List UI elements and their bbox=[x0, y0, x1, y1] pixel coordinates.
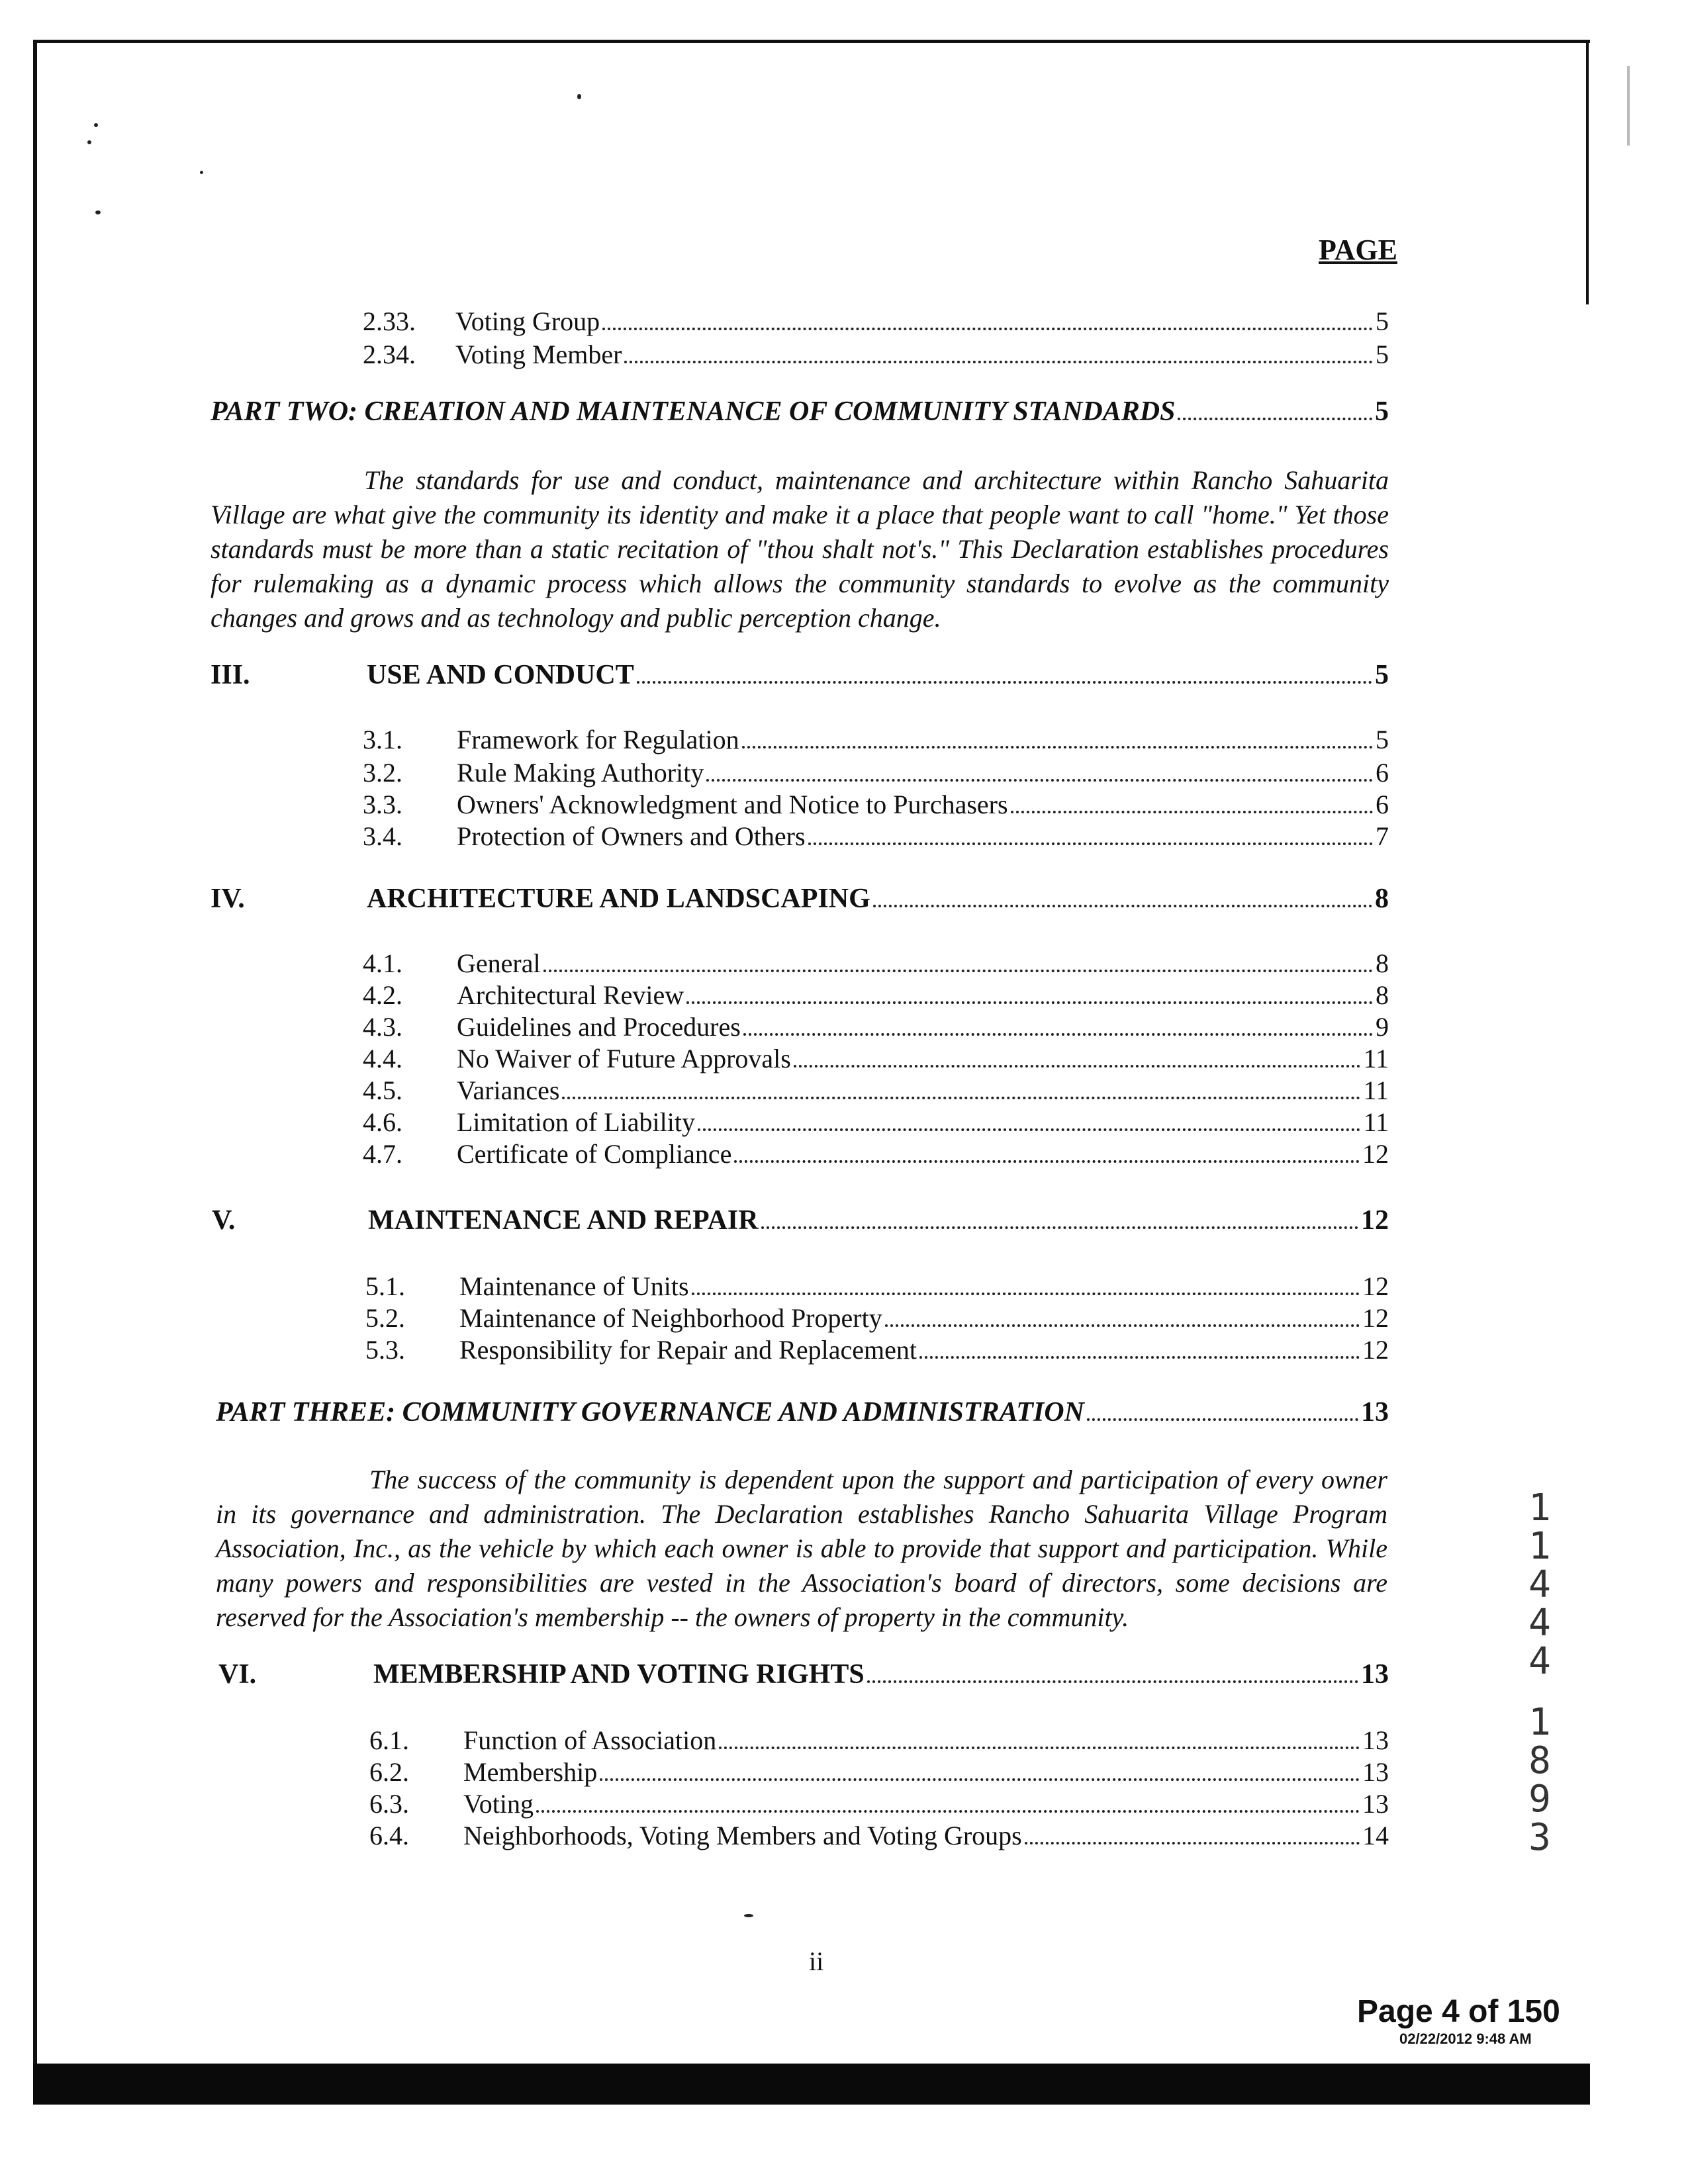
toc-entry[interactable] bbox=[369, 1820, 1389, 1851]
dot-leader bbox=[692, 1293, 1360, 1295]
dot-leader bbox=[867, 1680, 1358, 1683]
recording-gap bbox=[1520, 1681, 1560, 1704]
section-numeral: IV. bbox=[211, 884, 245, 914]
toc-entry-label: Function of Association bbox=[463, 1725, 717, 1755]
toc-entry-label: Voting bbox=[463, 1789, 534, 1819]
dot-leader bbox=[743, 1033, 1373, 1036]
toc-entry-page: 5 bbox=[1376, 306, 1389, 336]
dot-leader bbox=[686, 1001, 1373, 1004]
dot-leader bbox=[885, 1324, 1360, 1327]
toc-entry-label: Voting Member bbox=[455, 340, 622, 369]
recording-digit: 4 bbox=[1528, 1640, 1551, 1683]
toc-entry-page: 13 bbox=[1362, 1757, 1389, 1787]
toc-entry-label: Membership bbox=[463, 1757, 598, 1787]
dot-leader bbox=[698, 1128, 1361, 1131]
recording-digit: 3 bbox=[1528, 1816, 1551, 1859]
page-column-heading: PAGE bbox=[1319, 234, 1397, 266]
toc-entry-number: 4.5. bbox=[363, 1075, 402, 1105]
toc-entry[interactable] bbox=[363, 339, 1389, 370]
toc-entry-page: 6 bbox=[1376, 790, 1389, 819]
toc-entry-label: Rule Making Authority bbox=[457, 758, 704, 788]
toc-entry-page: 7 bbox=[1376, 821, 1389, 851]
toc-entry-number: 3.2. bbox=[363, 758, 402, 788]
dot-leader bbox=[562, 1097, 1360, 1099]
toc-entry[interactable] bbox=[369, 1788, 1389, 1819]
toc-entry-page: 12 bbox=[1362, 1271, 1389, 1301]
toc-entry-number: 6.2. bbox=[369, 1757, 409, 1787]
section-page: 12 bbox=[1361, 1205, 1389, 1236]
toc-entry-number: 4.7. bbox=[363, 1139, 402, 1169]
dot-leader bbox=[624, 361, 1373, 363]
toc-entry[interactable] bbox=[365, 1271, 1389, 1302]
toc-section-v[interactable] bbox=[212, 1205, 1389, 1239]
recording-digit: 1 bbox=[1528, 1701, 1551, 1744]
toc-entry-number: 2.34. bbox=[363, 340, 416, 369]
toc-entry-number: 6.1. bbox=[369, 1725, 409, 1755]
dot-leader bbox=[919, 1356, 1360, 1359]
toc-entry-number: 4.3. bbox=[363, 1012, 402, 1042]
toc-entry[interactable] bbox=[363, 821, 1389, 852]
toc-entry-page: 9 bbox=[1376, 1012, 1389, 1042]
dot-leader bbox=[873, 905, 1372, 907]
page-folio: ii bbox=[809, 1946, 824, 1976]
dot-leader bbox=[637, 681, 1372, 684]
dot-leader bbox=[1087, 1418, 1358, 1421]
toc-entry-page: 5 bbox=[1376, 340, 1389, 369]
dot-leader bbox=[1178, 418, 1372, 420]
toc-entry-label: Voting Group bbox=[455, 306, 600, 336]
section-page: 13 bbox=[1361, 1659, 1389, 1690]
toc-entry-number: 6.4. bbox=[369, 1821, 409, 1850]
toc-part-two[interactable] bbox=[211, 396, 1389, 428]
toc-entry-number: 5.3. bbox=[365, 1335, 405, 1365]
scan-speck bbox=[1627, 66, 1630, 146]
toc-entry[interactable] bbox=[363, 757, 1389, 788]
toc-entry-number: 2.33. bbox=[363, 306, 416, 336]
dot-leader bbox=[706, 779, 1373, 782]
section-numeral: VI. bbox=[218, 1659, 257, 1690]
page-count-stamp: Page 4 of 150 bbox=[1357, 1994, 1560, 2029]
recording-digit: 9 bbox=[1528, 1778, 1551, 1821]
section-numeral: V. bbox=[212, 1205, 236, 1236]
dot-leader bbox=[719, 1747, 1360, 1749]
toc-entry[interactable] bbox=[363, 948, 1389, 979]
dot-leader bbox=[734, 1160, 1360, 1163]
toc-entry[interactable] bbox=[363, 1107, 1389, 1138]
recording-digit: 1 bbox=[1528, 1486, 1551, 1529]
scan-speck bbox=[94, 123, 98, 127]
toc-entry-label: Owners' Acknowledgment and Notice to Purchasers bbox=[457, 790, 1008, 819]
toc-entry-label: Neighborhoods, Voting Members and Voting Groups bbox=[463, 1821, 1022, 1850]
toc-entry-page: 8 bbox=[1376, 948, 1389, 978]
section-title: MAINTENANCE AND REPAIR bbox=[368, 1205, 759, 1236]
toc-entry-page: 6 bbox=[1376, 758, 1389, 788]
scan-border-right bbox=[1586, 40, 1589, 304]
toc-section-vi[interactable] bbox=[218, 1659, 1389, 1693]
toc-entry[interactable] bbox=[369, 1725, 1389, 1756]
recording-digit: 8 bbox=[1528, 1739, 1551, 1782]
dot-leader bbox=[536, 1810, 1360, 1813]
part-title: PART TWO: CREATION AND MAINTENANCE OF COMMUNITY STANDARDS bbox=[211, 396, 1176, 427]
dot-leader bbox=[761, 1226, 1358, 1229]
toc-entry-page: 8 bbox=[1376, 980, 1389, 1010]
recording-number bbox=[1520, 1486, 1560, 1859]
toc-entry-number: 5.1. bbox=[365, 1271, 405, 1301]
toc-part-three[interactable] bbox=[216, 1396, 1389, 1428]
toc-entry[interactable] bbox=[363, 1138, 1389, 1169]
scan-speck bbox=[577, 94, 581, 99]
toc-entry-label: Architectural Review bbox=[457, 980, 684, 1010]
toc-entry-page: 12 bbox=[1362, 1335, 1389, 1365]
scan-speck bbox=[200, 171, 203, 174]
dot-leader bbox=[543, 970, 1373, 972]
toc-entry-label: Certificate of Compliance bbox=[457, 1139, 732, 1169]
toc-entry-label: Framework for Regulation bbox=[457, 725, 739, 754]
toc-entry-number: 3.1. bbox=[363, 725, 402, 754]
section-title: ARCHITECTURE AND LANDSCAPING bbox=[367, 884, 870, 914]
toc-entry[interactable] bbox=[363, 724, 1389, 755]
toc-entry-number: 4.2. bbox=[363, 980, 402, 1010]
scan-speck bbox=[744, 1914, 753, 1917]
section-page: 5 bbox=[1375, 660, 1389, 690]
toc-entry[interactable] bbox=[365, 1334, 1389, 1365]
recording-digit: 4 bbox=[1528, 1563, 1551, 1606]
toc-entry-number: 4.1. bbox=[363, 948, 402, 978]
toc-entry-page: 12 bbox=[1362, 1303, 1389, 1333]
toc-entry-label: Maintenance of Units bbox=[459, 1271, 689, 1301]
toc-entry-number: 5.2. bbox=[365, 1303, 405, 1333]
toc-entry-label: Protection of Owners and Others bbox=[457, 821, 806, 851]
toc-entry-page: 11 bbox=[1363, 1044, 1389, 1073]
section-numeral: III. bbox=[211, 660, 250, 690]
toc-entry-page: 5 bbox=[1376, 725, 1389, 754]
recording-digit: 4 bbox=[1528, 1602, 1551, 1645]
toc-entry[interactable] bbox=[363, 1075, 1389, 1106]
part-page: 13 bbox=[1361, 1397, 1389, 1428]
toc-entry-page: 13 bbox=[1362, 1789, 1389, 1819]
scan-speck bbox=[87, 140, 91, 144]
toc-entry-label: Limitation of Liability bbox=[457, 1107, 695, 1137]
toc-entry-number: 3.4. bbox=[363, 821, 402, 851]
dot-leader bbox=[808, 842, 1373, 845]
toc-entry-number: 4.4. bbox=[363, 1044, 402, 1073]
toc-entry[interactable] bbox=[363, 1043, 1389, 1074]
toc-entry-page: 11 bbox=[1363, 1075, 1389, 1105]
scan-border-bottom bbox=[33, 2064, 1590, 2105]
toc-entry-page: 14 bbox=[1362, 1821, 1389, 1850]
scan-speck bbox=[95, 210, 101, 214]
part-page: 5 bbox=[1375, 396, 1389, 427]
part-three-summary: The success of the community is dependent upon the support and participation of every owner in its governance and administration. The Declaration establishes Rancho Sahuarita Village Program Association, Inc., as the vehicle by which each owner is able to provide that support and participation. While many powers and responsibilities are vested in the Association's board of directors, some decisions are reserved for the Association's membership -- the owners of property in the community. bbox=[216, 1465, 1387, 1632]
stamp-datetime: 02/22/2012 9:48 AM bbox=[1399, 2030, 1532, 2047]
toc-entry-number: 3.3. bbox=[363, 790, 402, 819]
section-title: USE AND CONDUCT bbox=[367, 660, 634, 690]
section-page: 8 bbox=[1375, 884, 1389, 914]
toc-entry[interactable] bbox=[369, 1756, 1389, 1788]
toc-entry-number: 4.6. bbox=[363, 1107, 402, 1137]
toc-section-iv[interactable] bbox=[211, 883, 1389, 917]
toc-entry-page: 13 bbox=[1362, 1725, 1389, 1755]
dot-leader bbox=[742, 746, 1373, 749]
toc-entry-label: Guidelines and Procedures bbox=[457, 1012, 741, 1042]
toc-entry[interactable] bbox=[363, 306, 1389, 337]
toc-entry[interactable] bbox=[363, 789, 1389, 820]
toc-entry-label: Responsibility for Repair and Replacement bbox=[459, 1335, 917, 1365]
toc-entry-label: Maintenance of Neighborhood Property bbox=[459, 1303, 882, 1333]
toc-entry-page: 11 bbox=[1363, 1107, 1389, 1137]
scan-border-left bbox=[33, 40, 37, 2105]
dot-leader bbox=[602, 328, 1373, 330]
toc-entry-label: Variances bbox=[457, 1075, 560, 1105]
toc-entry[interactable] bbox=[365, 1302, 1389, 1334]
dot-leader bbox=[1011, 811, 1373, 813]
part-two-summary: The standards for use and conduct, maintenance and architecture within Rancho Sahuarita Village are what give the community its identity and make it a place that people want to call "home." Yet those standards must be more than a static recitation of "thou shalt not's." This Declaration establishes procedures for rulemaking as a dynamic process which allows the community standards to evolve as the community changes and grows and as technology and public perception change. bbox=[211, 465, 1389, 633]
dot-leader bbox=[794, 1065, 1361, 1068]
part-title: PART THREE: COMMUNITY GOVERNANCE AND ADMINISTRATION bbox=[216, 1397, 1084, 1428]
toc-entry-label: No Waiver of Future Approvals bbox=[457, 1044, 791, 1073]
toc-entry[interactable] bbox=[363, 979, 1389, 1011]
scan-border-top bbox=[33, 40, 1590, 43]
toc-entry-label: General bbox=[457, 948, 541, 978]
section-title: MEMBERSHIP AND VOTING RIGHTS bbox=[373, 1659, 865, 1690]
recording-digit: 1 bbox=[1528, 1525, 1551, 1568]
toc-section-iii[interactable] bbox=[211, 659, 1389, 694]
toc-entry-page: 12 bbox=[1362, 1139, 1389, 1169]
toc-entry-number: 6.3. bbox=[369, 1789, 409, 1819]
dot-leader bbox=[600, 1778, 1360, 1781]
toc-entry[interactable] bbox=[363, 1011, 1389, 1042]
dot-leader bbox=[1025, 1842, 1360, 1844]
